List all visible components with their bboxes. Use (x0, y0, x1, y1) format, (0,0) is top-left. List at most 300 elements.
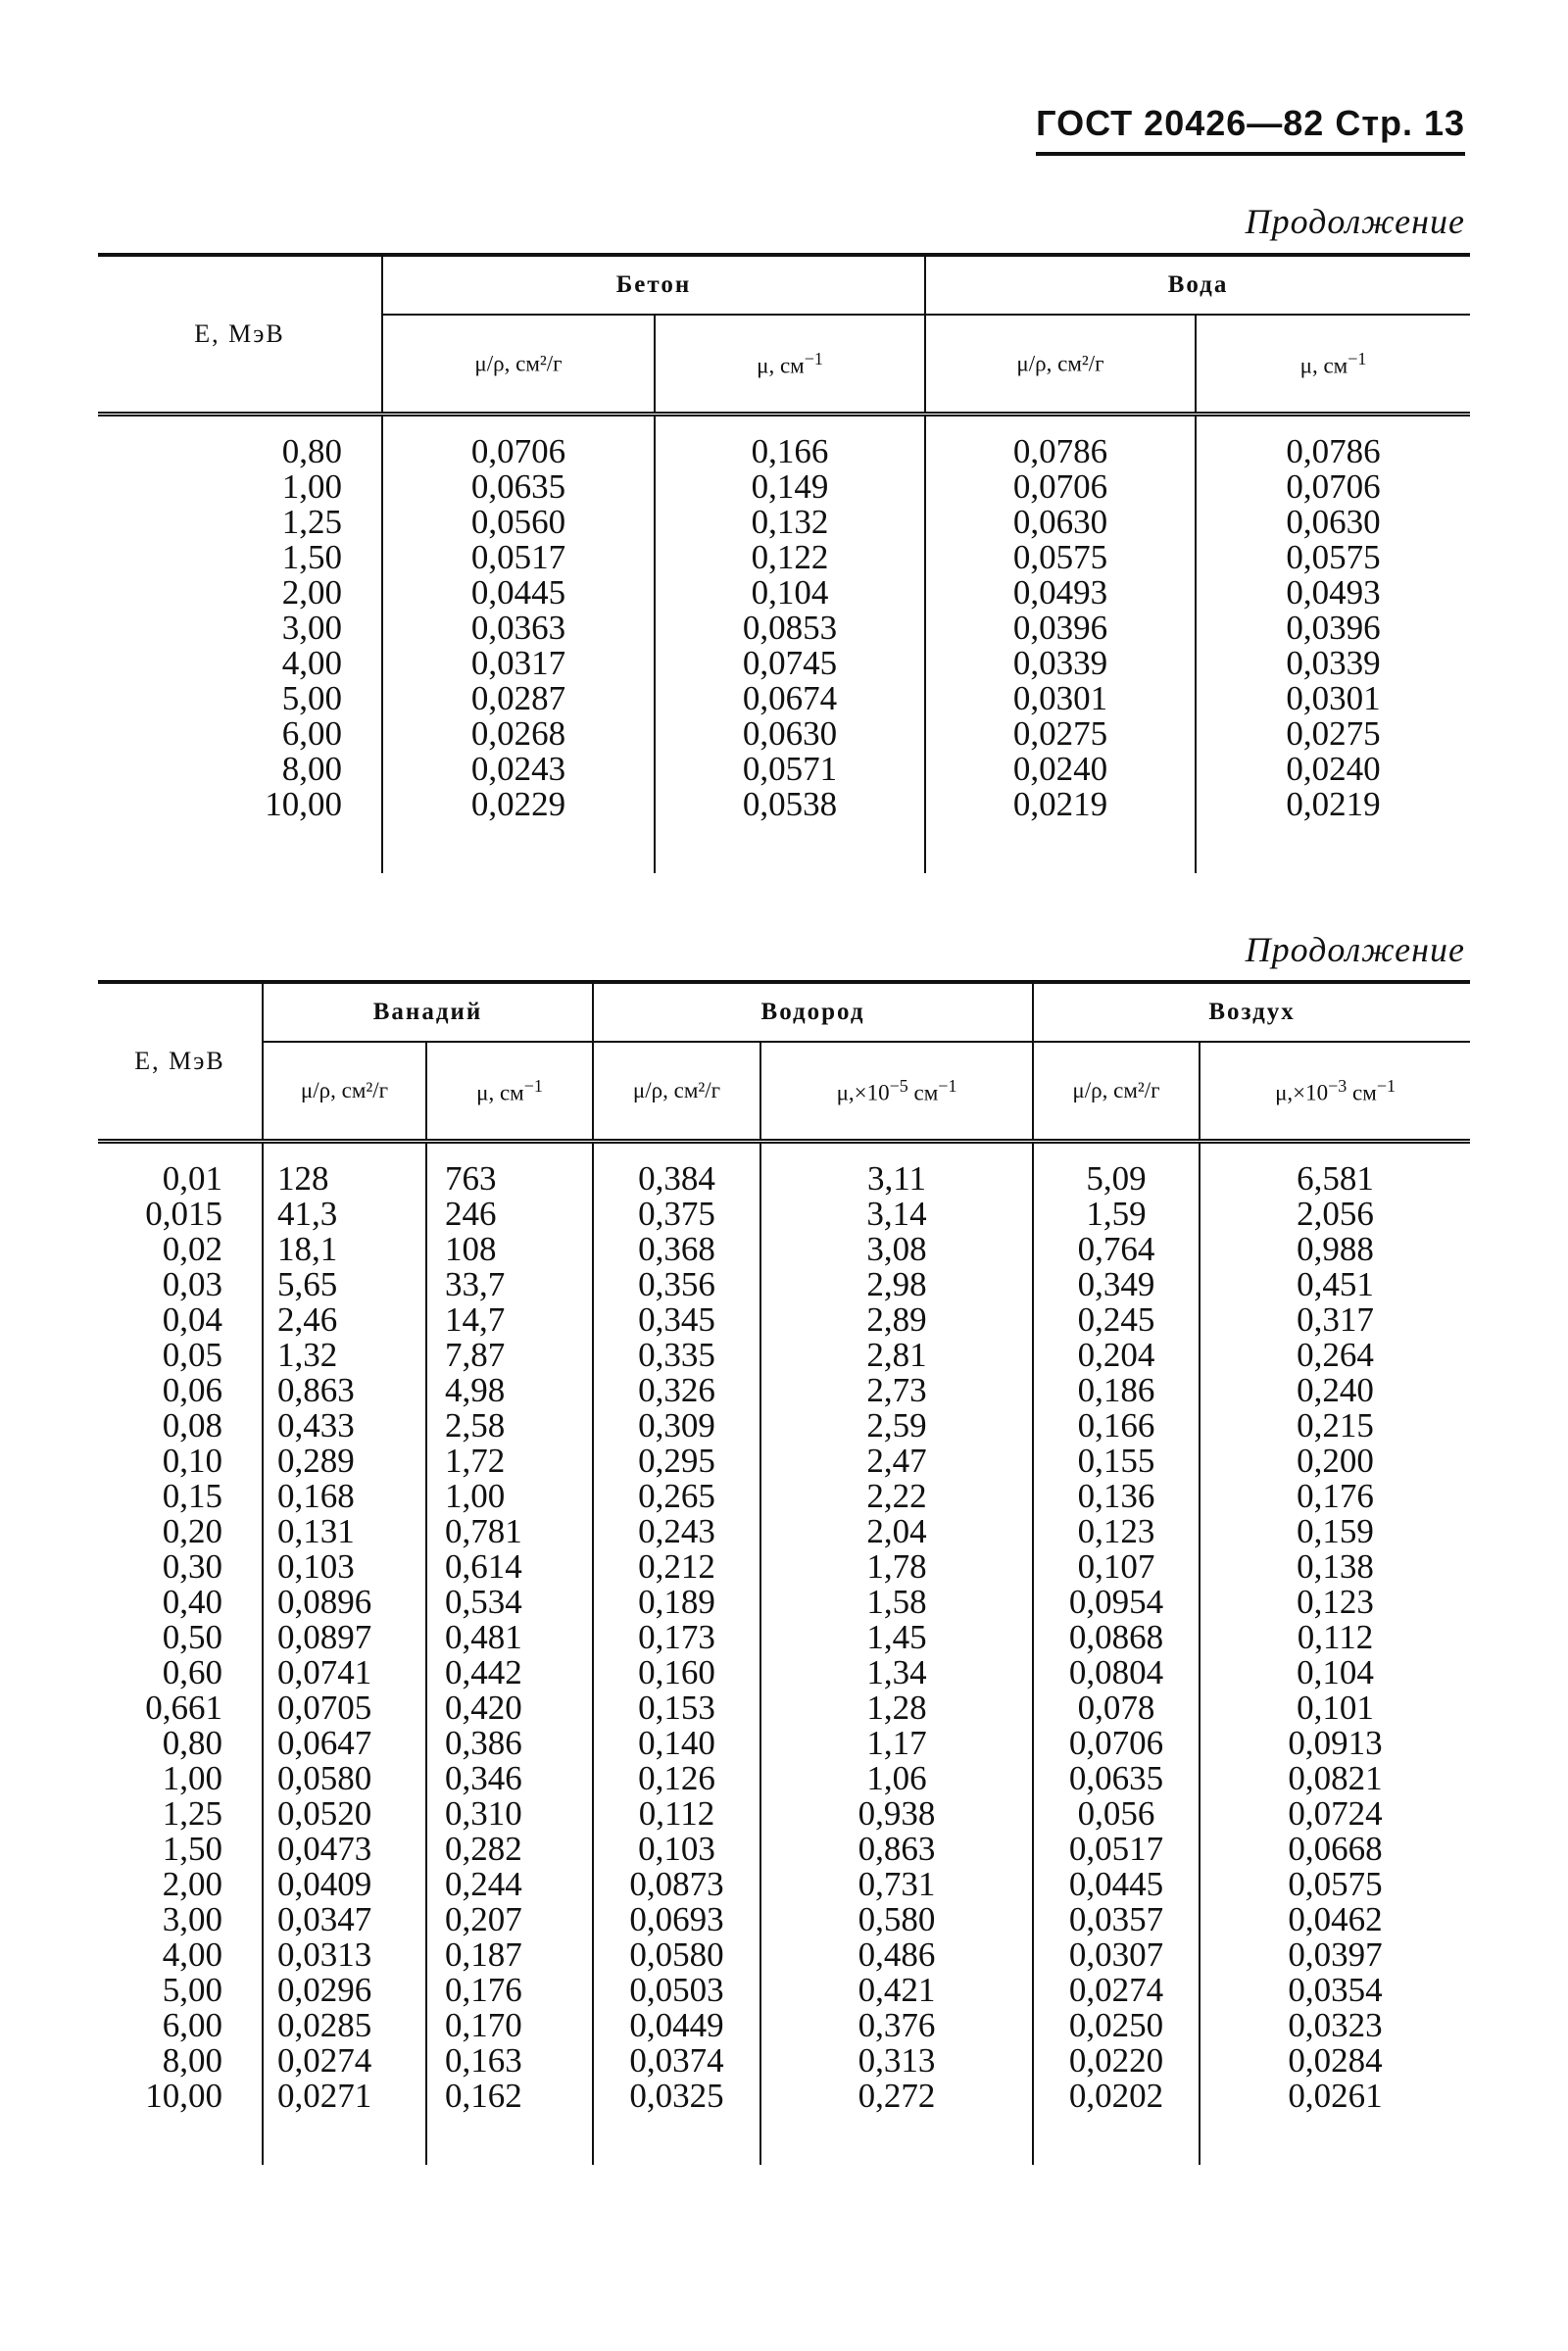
energy-cell: 0,01 (162, 1159, 222, 1198)
value-cell: 0,126 (593, 1761, 760, 1796)
value-cell: 0,0520 (263, 1796, 426, 1832)
value-cell: 0,375 (593, 1197, 760, 1232)
table-row (98, 1690, 1470, 1726)
value-cell: 0,420 (426, 1690, 593, 1726)
energy-cell: 6,00 (281, 714, 342, 753)
energy-cell: 0,15 (162, 1477, 222, 1515)
group-header-hydrogen: Водород (593, 982, 1033, 1042)
value-cell: 0,0580 (263, 1761, 426, 1796)
group-header-water: Вода (925, 255, 1470, 315)
table-row (98, 1796, 1470, 1832)
energy-cell: 0,661 (145, 1689, 222, 1727)
energy-cell: 8,00 (281, 750, 342, 788)
value-cell: 0,764 (1033, 1232, 1200, 1267)
value-cell: 0,0897 (263, 1620, 426, 1655)
energy-cell: 1,00 (281, 467, 342, 506)
value-cell: 0,123 (1200, 1585, 1470, 1620)
table-row (98, 1514, 1470, 1549)
table-row (98, 1302, 1470, 1338)
continuation-label-1: Продолжение (1245, 202, 1465, 241)
table-row (98, 752, 1470, 787)
energy-cell: 2,00 (162, 1865, 222, 1903)
value-cell: 0,356 (593, 1267, 760, 1302)
value-cell: 1,59 (1033, 1197, 1200, 1232)
value-cell: 1,72 (426, 1444, 593, 1479)
energy-cell: 0,04 (162, 1300, 222, 1339)
value-cell: 0,166 (1033, 1408, 1200, 1444)
value-cell: 0,731 (760, 1867, 1033, 1902)
value-cell: 2,47 (760, 1444, 1033, 1479)
value-cell: 0,123 (1033, 1514, 1200, 1549)
value-cell: 0,0868 (1033, 1620, 1200, 1655)
value-cell: 0,0635 (382, 469, 655, 505)
value-cell: 0,0313 (263, 1937, 426, 1973)
value-cell: 0,0445 (1033, 1867, 1200, 1902)
value-cell: 0,103 (593, 1832, 760, 1867)
value-cell: 7,87 (426, 1338, 593, 1373)
value-cell: 2,73 (760, 1373, 1033, 1408)
attenuation-table-vanadium-hydrogen-air (98, 980, 1470, 2165)
value-cell: 0,313 (760, 2043, 1033, 2079)
value-cell: 0,326 (593, 1373, 760, 1408)
value-cell: 0,186 (1033, 1373, 1200, 1408)
value-cell: 0,162 (426, 2079, 593, 2114)
table-row (98, 2043, 1470, 2079)
table-row (98, 1655, 1470, 1690)
value-cell: 18,1 (263, 1232, 426, 1267)
value-cell: 0,138 (1200, 1549, 1470, 1585)
value-cell: 0,863 (760, 1832, 1033, 1867)
value-cell: 0,243 (593, 1514, 760, 1549)
value-cell: 0,240 (1200, 1373, 1470, 1408)
value-cell: 0,368 (593, 1232, 760, 1267)
value-cell: 0,0706 (1196, 469, 1470, 505)
value-cell: 0,614 (426, 1549, 593, 1585)
value-cell: 1,58 (760, 1585, 1033, 1620)
value-cell: 0,282 (426, 1832, 593, 1867)
value-cell: 0,0445 (382, 575, 655, 611)
value-cell: 0,0873 (593, 1867, 760, 1902)
value-cell: 2,22 (760, 1479, 1033, 1514)
value-cell: 3,14 (760, 1197, 1033, 1232)
value-cell: 41,3 (263, 1197, 426, 1232)
value-cell: 0,0219 (1196, 787, 1470, 822)
value-cell: 0,0896 (263, 1585, 426, 1620)
energy-cell: 0,40 (162, 1583, 222, 1621)
table-row (98, 1761, 1470, 1796)
value-cell: 1,32 (263, 1338, 426, 1373)
sub-header: μ/ρ, см²/г (263, 1042, 426, 1139)
value-cell: 0,0741 (263, 1655, 426, 1690)
value-cell: 0,0706 (925, 469, 1196, 505)
value-cell: 0,166 (655, 434, 925, 469)
value-cell: 0,104 (655, 575, 925, 611)
value-cell: 0,310 (426, 1796, 593, 1832)
value-cell: 0,0517 (1033, 1832, 1200, 1867)
value-cell: 1,78 (760, 1549, 1033, 1585)
table-row (98, 1373, 1470, 1408)
value-cell: 0,131 (263, 1514, 426, 1549)
energy-cell: 6,00 (162, 2006, 222, 2044)
value-cell: 0,486 (760, 1937, 1033, 1973)
table-row (98, 1902, 1470, 1937)
value-cell: 0,122 (655, 540, 925, 575)
energy-cell: 0,60 (162, 1653, 222, 1691)
value-cell: 0,189 (593, 1585, 760, 1620)
value-cell: 0,0397 (1200, 1937, 1470, 1973)
value-cell: 0,0954 (1033, 1585, 1200, 1620)
page-header: ГОСТ 20426—82 Стр. 13 (1036, 103, 1465, 156)
table-row (98, 1408, 1470, 1444)
sub-header: μ/ρ, см²/г (382, 315, 655, 412)
value-cell: 0,0449 (593, 2008, 760, 2043)
energy-cell: 0,05 (162, 1336, 222, 1374)
value-cell: 0,0301 (1196, 681, 1470, 716)
sub-header: μ/ρ, см²/г (593, 1042, 760, 1139)
value-cell: 2,89 (760, 1302, 1033, 1338)
value-cell: 0,335 (593, 1338, 760, 1373)
energy-cell: 0,08 (162, 1406, 222, 1445)
value-cell: 0,0317 (382, 646, 655, 681)
value-cell: 0,0250 (1033, 2008, 1200, 2043)
value-cell: 0,0706 (382, 434, 655, 469)
value-cell: 0,376 (760, 2008, 1033, 2043)
value-cell: 0,938 (760, 1796, 1033, 1832)
energy-cell: 3,00 (162, 1900, 222, 1938)
value-cell: 0,0571 (655, 752, 925, 787)
value-cell: 0,149 (655, 469, 925, 505)
table-row (98, 2008, 1470, 2043)
sub-header: μ, $см^{-1}$ (426, 1042, 593, 1139)
value-cell: 0,0240 (1196, 752, 1470, 787)
value-cell: 2,59 (760, 1408, 1033, 1444)
value-cell: 0,0261 (1200, 2079, 1470, 2114)
table-row (98, 540, 1470, 575)
value-cell: 0,0339 (1196, 646, 1470, 681)
value-cell: 0,0745 (655, 646, 925, 681)
table-row (98, 1161, 1470, 1197)
value-cell: 3,11 (760, 1161, 1033, 1197)
value-cell: 0,265 (593, 1479, 760, 1514)
value-cell: 0,781 (426, 1514, 593, 1549)
value-cell: 0,0275 (1196, 716, 1470, 752)
energy-cell: 1,25 (281, 503, 342, 541)
value-cell: 1,00 (426, 1479, 593, 1514)
table-row (98, 1232, 1470, 1267)
energy-cell: 0,03 (162, 1265, 222, 1303)
table-row (98, 469, 1470, 505)
value-cell: 0,0630 (925, 505, 1196, 540)
value-cell: 2,81 (760, 1338, 1033, 1373)
value-cell: 1,34 (760, 1655, 1033, 1690)
sub-header: μ, $см^{-1}$ (655, 315, 925, 412)
value-cell: 0,212 (593, 1549, 760, 1585)
value-cell: 0,0580 (593, 1937, 760, 1973)
value-cell: 1,06 (760, 1761, 1033, 1796)
value-cell: 0,309 (593, 1408, 760, 1444)
table-row (98, 787, 1470, 822)
table-row (98, 1197, 1470, 1232)
value-cell: 0,0493 (925, 575, 1196, 611)
value-cell: 0,187 (426, 1937, 593, 1973)
value-cell: 763 (426, 1161, 593, 1197)
table-row (98, 505, 1470, 540)
value-cell: 0,433 (263, 1408, 426, 1444)
table-row (98, 1867, 1470, 1902)
value-cell: 0,0517 (382, 540, 655, 575)
value-cell: 0,0705 (263, 1690, 426, 1726)
value-cell: 0,0374 (593, 2043, 760, 2079)
value-cell: 0,170 (426, 2008, 593, 2043)
value-cell: 0,272 (760, 2079, 1033, 2114)
value-cell: 0,0357 (1033, 1902, 1200, 1937)
value-cell: 2,58 (426, 1408, 593, 1444)
value-cell: 0,0287 (382, 681, 655, 716)
value-cell: 0,421 (760, 1973, 1033, 2008)
value-cell: 0,0630 (1196, 505, 1470, 540)
energy-cell: 4,00 (281, 644, 342, 682)
value-cell: 0,0339 (925, 646, 1196, 681)
table-row (98, 575, 1470, 611)
value-cell: 0,204 (1033, 1338, 1200, 1373)
energy-cell: 0,20 (162, 1512, 222, 1550)
energy-cell: 0,80 (281, 432, 342, 470)
value-cell: 0,442 (426, 1655, 593, 1690)
value-cell: 0,0473 (263, 1832, 426, 1867)
value-cell: 5,65 (263, 1267, 426, 1302)
value-cell: 0,173 (593, 1620, 760, 1655)
table-row (98, 716, 1470, 752)
group-header-vanadium: Ванадий (263, 982, 593, 1042)
value-cell: 14,7 (426, 1302, 593, 1338)
value-cell: 0,264 (1200, 1338, 1470, 1373)
value-cell: 0,0396 (1196, 611, 1470, 646)
value-cell: 0,0575 (1196, 540, 1470, 575)
value-cell: 1,28 (760, 1690, 1033, 1726)
value-cell: 0,0693 (593, 1902, 760, 1937)
value-cell: 0,056 (1033, 1796, 1200, 1832)
value-cell: 0,386 (426, 1726, 593, 1761)
table-row (98, 681, 1470, 716)
value-cell: 128 (263, 1161, 426, 1197)
value-cell: 0,0274 (263, 2043, 426, 2079)
value-cell: 0,112 (593, 1796, 760, 1832)
value-cell: 0,317 (1200, 1302, 1470, 1338)
value-cell: 0,160 (593, 1655, 760, 1690)
value-cell: 0,0804 (1033, 1655, 1200, 1690)
value-cell: 0,451 (1200, 1267, 1470, 1302)
sub-header: μ, $см^{-1}$ (1196, 315, 1470, 412)
energy-header: E, МэВ (98, 982, 263, 1139)
energy-cell: 10,00 (145, 2077, 222, 2115)
value-cell: 6,581 (1200, 1161, 1470, 1197)
energy-cell: 1,25 (162, 1794, 222, 1833)
value-cell: 0,244 (426, 1867, 593, 1902)
value-cell: 0,200 (1200, 1444, 1470, 1479)
table-row (98, 1338, 1470, 1373)
value-cell: 0,0493 (1196, 575, 1470, 611)
value-cell: 0,384 (593, 1161, 760, 1197)
value-cell: 0,0347 (263, 1902, 426, 1937)
value-cell: 108 (426, 1232, 593, 1267)
energy-cell: 0,10 (162, 1442, 222, 1480)
value-cell: 4,98 (426, 1373, 593, 1408)
energy-cell: 3,00 (281, 609, 342, 647)
energy-cell: 0,015 (145, 1195, 222, 1233)
energy-cell: 5,00 (281, 679, 342, 717)
energy-cell: 10,00 (265, 785, 342, 823)
table-row (98, 1444, 1470, 1479)
energy-cell: 8,00 (162, 2041, 222, 2080)
value-cell: 1,45 (760, 1620, 1033, 1655)
value-cell: 0,0462 (1200, 1902, 1470, 1937)
table-row (98, 1726, 1470, 1761)
value-cell: 0,0538 (655, 787, 925, 822)
value-cell: 0,0575 (1200, 1867, 1470, 1902)
value-cell: 246 (426, 1197, 593, 1232)
value-cell: 0,159 (1200, 1514, 1470, 1549)
energy-cell: 2,00 (281, 573, 342, 612)
value-cell: 0,0229 (382, 787, 655, 822)
value-cell: 0,0821 (1200, 1761, 1470, 1796)
sub-header: μ/ρ, см²/г (1033, 1042, 1200, 1139)
value-cell: 0,295 (593, 1444, 760, 1479)
value-cell: 0,163 (426, 2043, 593, 2079)
value-cell: 0,0284 (1200, 2043, 1470, 2079)
value-cell: 0,481 (426, 1620, 593, 1655)
energy-cell: 0,50 (162, 1618, 222, 1656)
table-row (98, 1585, 1470, 1620)
energy-cell: 0,30 (162, 1547, 222, 1586)
value-cell: 2,04 (760, 1514, 1033, 1549)
energy-cell: 5,00 (162, 1971, 222, 2009)
value-cell: 0,0307 (1033, 1937, 1200, 1973)
value-cell: 0,346 (426, 1761, 593, 1796)
value-cell: 0,103 (263, 1549, 426, 1585)
value-cell: 0,0647 (263, 1726, 426, 1761)
value-cell: 0,0296 (263, 1973, 426, 2008)
value-cell: 0,0560 (382, 505, 655, 540)
value-cell: 0,0243 (382, 752, 655, 787)
value-cell: 0,0913 (1200, 1726, 1470, 1761)
value-cell: 0,0274 (1033, 1973, 1200, 2008)
table-row (98, 1620, 1470, 1655)
value-cell: 0,0635 (1033, 1761, 1200, 1796)
value-cell: 0,0724 (1200, 1796, 1470, 1832)
value-cell: 0,0503 (593, 1973, 760, 2008)
value-cell: 0,207 (426, 1902, 593, 1937)
value-cell: 0,136 (1033, 1479, 1200, 1514)
energy-cell: 4,00 (162, 1935, 222, 1974)
value-cell: 33,7 (426, 1267, 593, 1302)
value-cell: 0,345 (593, 1302, 760, 1338)
value-cell: 0,0354 (1200, 1973, 1470, 2008)
value-cell: 0,580 (760, 1902, 1033, 1937)
value-cell: 3,08 (760, 1232, 1033, 1267)
value-cell: 0,0219 (925, 787, 1196, 822)
value-cell: 0,863 (263, 1373, 426, 1408)
value-cell: 0,0706 (1033, 1726, 1200, 1761)
table-row (98, 2079, 1470, 2114)
value-cell: 0,132 (655, 505, 925, 540)
energy-header: E, МэВ (98, 255, 382, 412)
value-cell: 0,112 (1200, 1620, 1470, 1655)
value-cell: 0,0396 (925, 611, 1196, 646)
value-cell: 0,0409 (263, 1867, 426, 1902)
value-cell: 0,0220 (1033, 2043, 1200, 2079)
value-cell: 0,534 (426, 1585, 593, 1620)
attenuation-table-concrete-water (98, 253, 1470, 873)
value-cell: 0,0674 (655, 681, 925, 716)
table-row (98, 1479, 1470, 1514)
value-cell: 0,0363 (382, 611, 655, 646)
value-cell: 0,0853 (655, 611, 925, 646)
table-row (98, 1549, 1470, 1585)
value-cell: 0,101 (1200, 1690, 1470, 1726)
value-cell: 0,215 (1200, 1408, 1470, 1444)
sub-header: μ/ρ, см²/г (925, 315, 1196, 412)
sub-header: $\mu,\times 10^{-3}$ $см^{-1}$ (1200, 1042, 1470, 1139)
value-cell: 0,0786 (1196, 434, 1470, 469)
value-cell: 0,155 (1033, 1444, 1200, 1479)
energy-cell: 1,50 (281, 538, 342, 576)
value-cell: 0,0275 (925, 716, 1196, 752)
value-cell: 0,104 (1200, 1655, 1470, 1690)
value-cell: 0,107 (1033, 1549, 1200, 1585)
group-header-concrete: Бетон (382, 255, 925, 315)
value-cell: 0,0271 (263, 2079, 426, 2114)
value-cell: 0,0668 (1200, 1832, 1470, 1867)
value-cell: 0,176 (426, 1973, 593, 2008)
energy-cell: 1,00 (162, 1759, 222, 1797)
value-cell: 0,176 (1200, 1479, 1470, 1514)
energy-cell: 0,02 (162, 1230, 222, 1268)
energy-cell: 0,80 (162, 1724, 222, 1762)
value-cell: 0,988 (1200, 1232, 1470, 1267)
value-cell: 2,98 (760, 1267, 1033, 1302)
value-cell: 0,0575 (925, 540, 1196, 575)
value-cell: 0,289 (263, 1444, 426, 1479)
sub-header: $\mu,\times 10^{-5}$ $см^{-1}$ (760, 1042, 1033, 1139)
value-cell: 0,349 (1033, 1267, 1200, 1302)
value-cell: 0,078 (1033, 1690, 1200, 1726)
table-row (98, 434, 1470, 469)
value-cell: 1,17 (760, 1726, 1033, 1761)
continuation-label-2: Продолжение (1245, 930, 1465, 969)
value-cell: 0,0202 (1033, 2079, 1200, 2114)
value-cell: 0,0323 (1200, 2008, 1470, 2043)
table-row (98, 1937, 1470, 1973)
value-cell: 0,140 (593, 1726, 760, 1761)
value-cell: 0,0268 (382, 716, 655, 752)
value-cell: 0,0325 (593, 2079, 760, 2114)
table-row (98, 1973, 1470, 2008)
table-row (98, 1267, 1470, 1302)
energy-cell: 0,06 (162, 1371, 222, 1409)
table-row (98, 1832, 1470, 1867)
value-cell: 2,46 (263, 1302, 426, 1338)
energy-cell: 1,50 (162, 1830, 222, 1868)
value-cell: 0,0240 (925, 752, 1196, 787)
value-cell: 0,0285 (263, 2008, 426, 2043)
value-cell: 2,056 (1200, 1197, 1470, 1232)
group-header-air: Воздух (1033, 982, 1470, 1042)
table-row (98, 646, 1470, 681)
value-cell: 0,0630 (655, 716, 925, 752)
value-cell: 0,0786 (925, 434, 1196, 469)
value-cell: 0,168 (263, 1479, 426, 1514)
table-row (98, 611, 1470, 646)
